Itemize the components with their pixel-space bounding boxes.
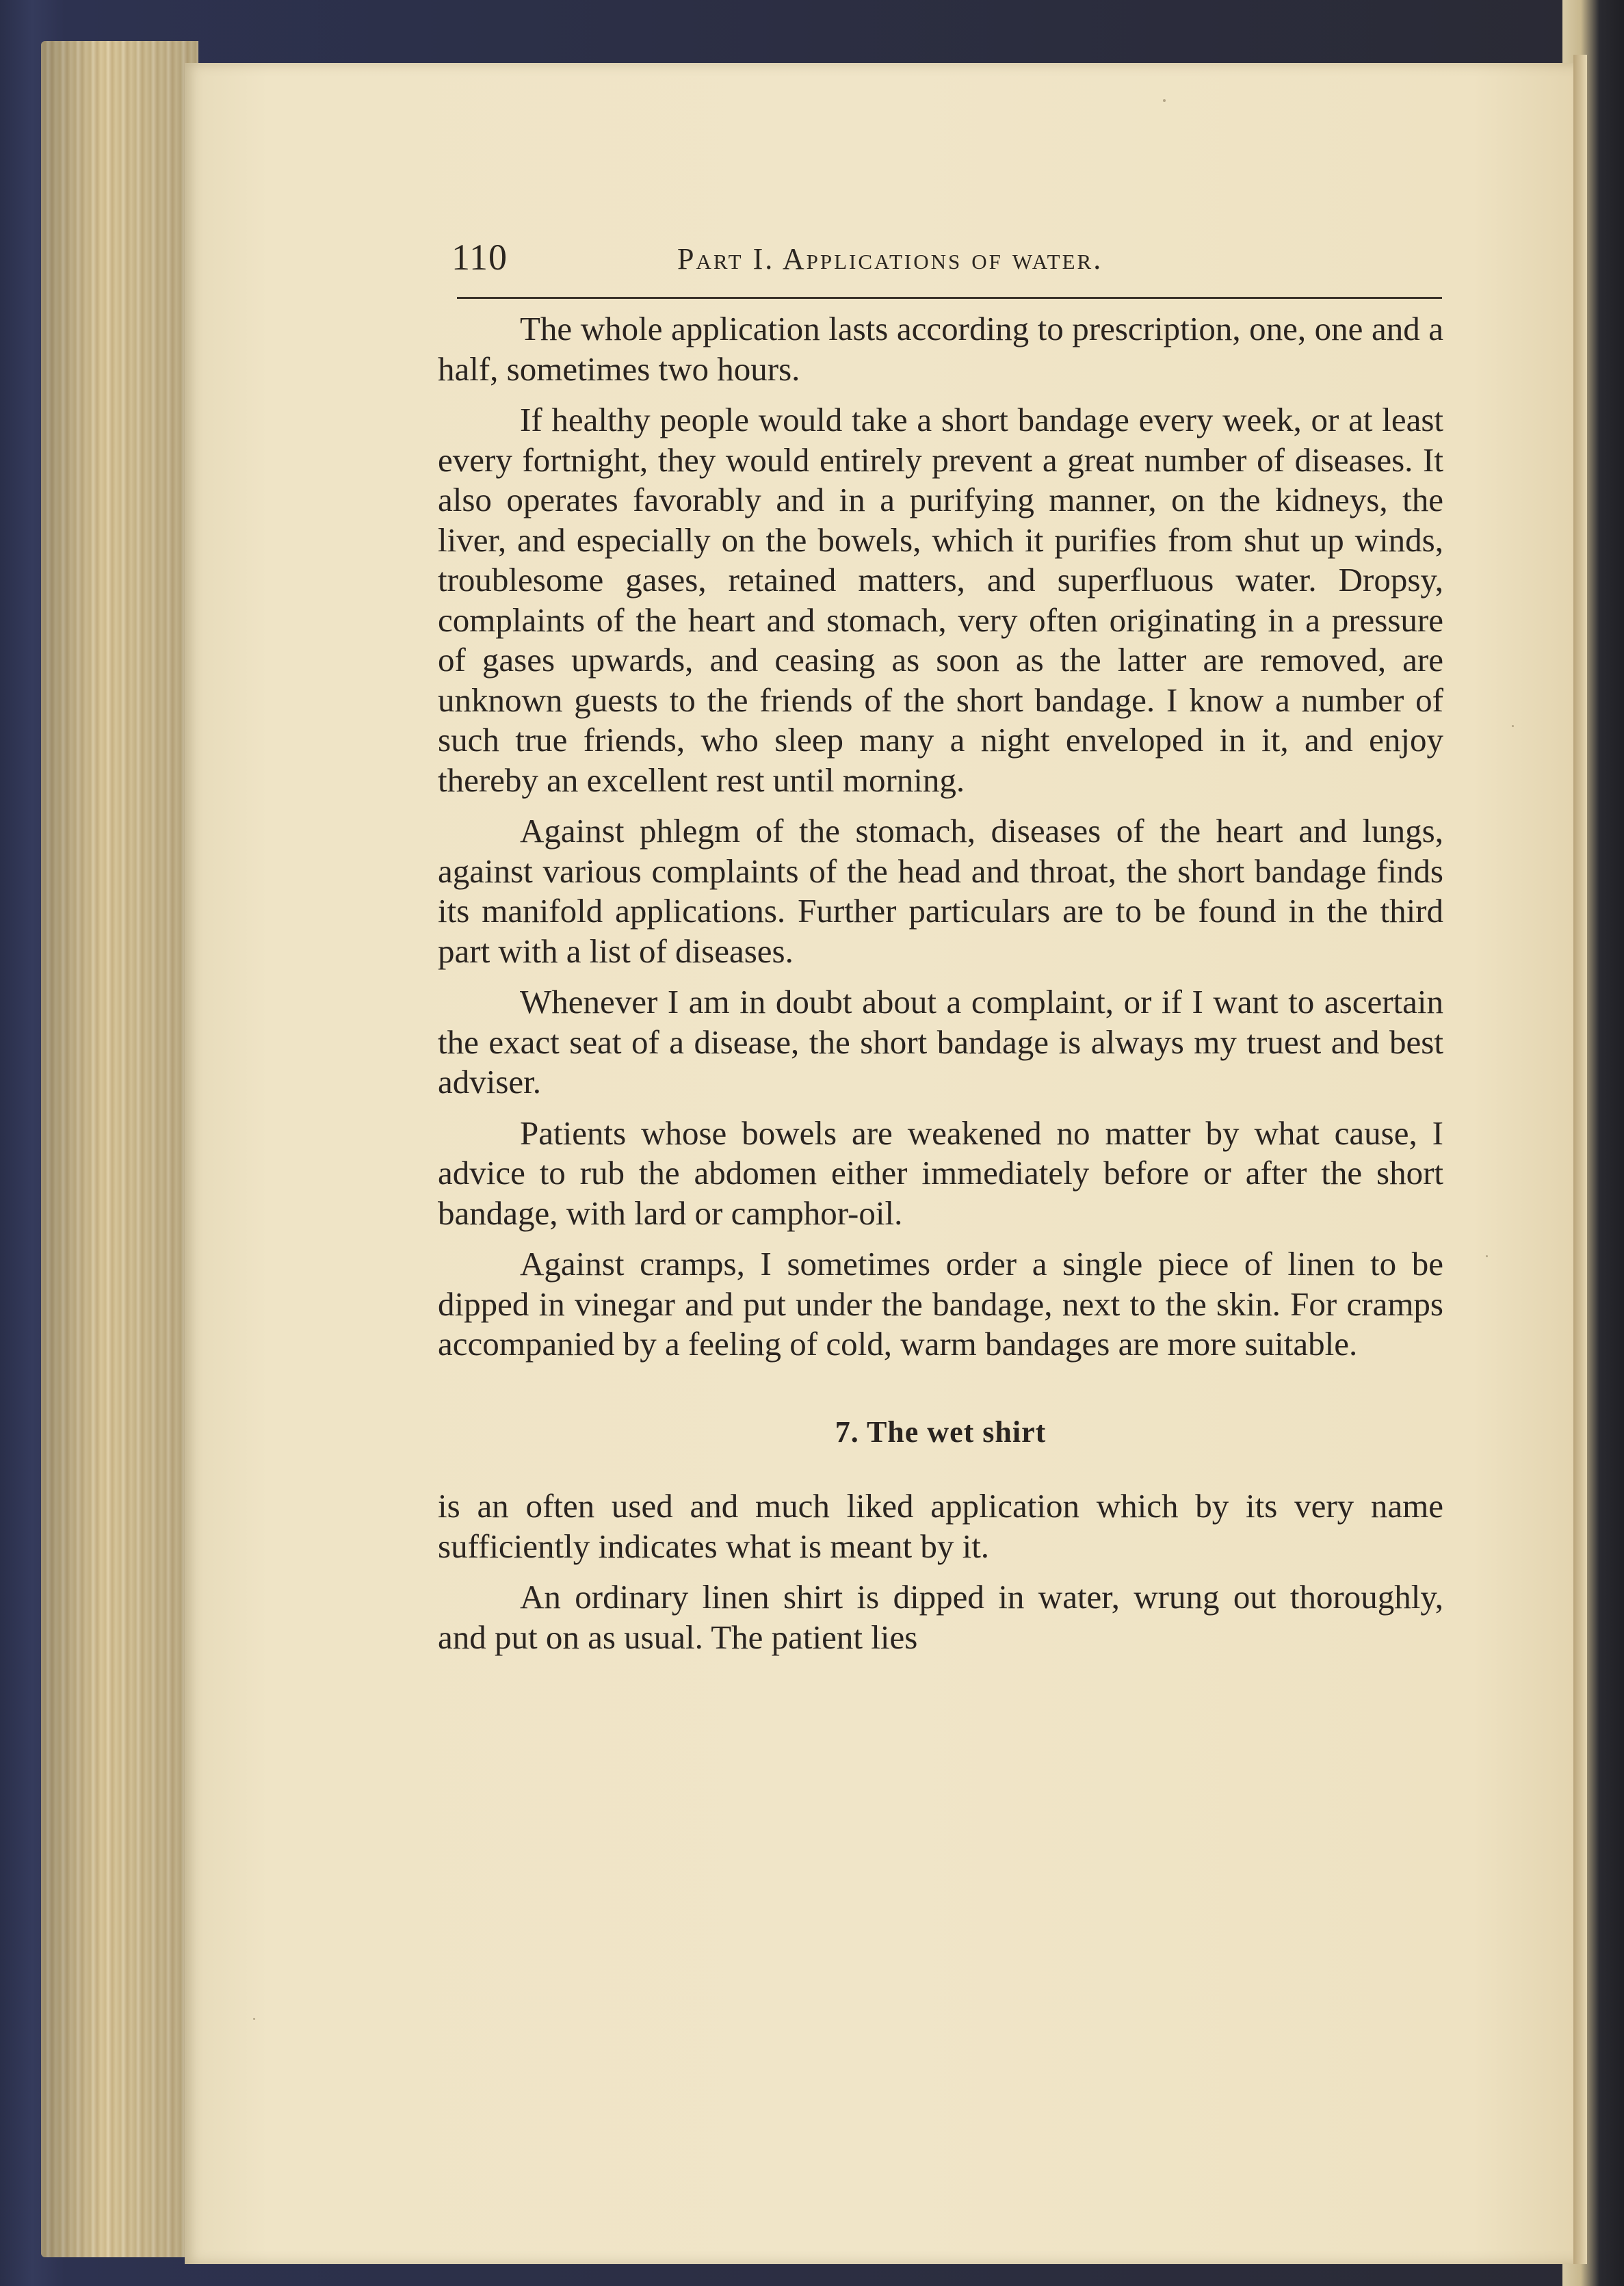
- paragraph-1: The whole application lasts according to prescription, one, one and a half, sometimes two hours.: [438, 310, 1443, 388]
- paper-speck: [253, 2018, 255, 2020]
- page-number: 110: [451, 237, 508, 278]
- paper-speck: [1486, 1255, 1488, 1257]
- paragraph-5: Patients whose bowels are weakened no matter by what cause, I advice to rub the abdomen either immediately before or after the short bandage, with lard or camphor-oil.: [438, 1114, 1443, 1232]
- page-body: [438, 309, 1443, 1668]
- paragraph-3: Against phlegm of the stomach, diseases of the heart and lungs, against various complaints of the head and throat, the short bandage finds its manifold applications. Further particulars are to be found in the third part with a list of diseases.: [438, 812, 1443, 970]
- page-stack-shadow: [41, 41, 198, 2257]
- running-head: [451, 236, 1443, 277]
- page-gutter: [1573, 55, 1587, 2264]
- paragraph-6: Against cramps, I sometimes order a single piece of linen to be dipped in vinegar and put under the bandage, next to the skin. For cramps accompanied by a feeling of cold, warm bandages are more suitable.: [438, 1245, 1443, 1363]
- paper-speck: [1512, 725, 1514, 727]
- section-heading: 7. The wet shirt: [835, 1415, 1047, 1449]
- paragraph-7: is an often used and much liked application which by its very name sufficiently indicates what is meant by it.: [438, 1487, 1443, 1565]
- paragraph-4: Whenever I am in doubt about a complaint, or if I want to ascertain the exact seat of a disease, the short bandage is always my truest and best adviser.: [438, 983, 1443, 1101]
- paragraph-8: An ordinary linen shirt is dipped in water, wrung out thoroughly, and put on as usual. The patient lies: [438, 1578, 1443, 1656]
- running-head-title: Part I. Applications of water.: [677, 242, 1103, 276]
- running-head-rule: [457, 297, 1442, 299]
- paragraph-2: If healthy people would take a short bandage every week, or at least every fortnight, they would entirely prevent a great number of diseases. It also operates favorably and in a purifying manner, on the kidneys, the liver, and especially on the bowels, which it purifies from shut up winds, troublesome gases, retained matters, and superfluous water. Dropsy, complaints of the heart and stomach, very often originating in a pressure of gases upwards, and ceasing as soon as the latter are removed, are unknown guests to the friends of the short bandage. I know a number of such true friends, who sleep many a night enveloped in it, and enjoy thereby an excellent rest until morning.: [438, 401, 1443, 799]
- paper-speck: [1163, 99, 1166, 102]
